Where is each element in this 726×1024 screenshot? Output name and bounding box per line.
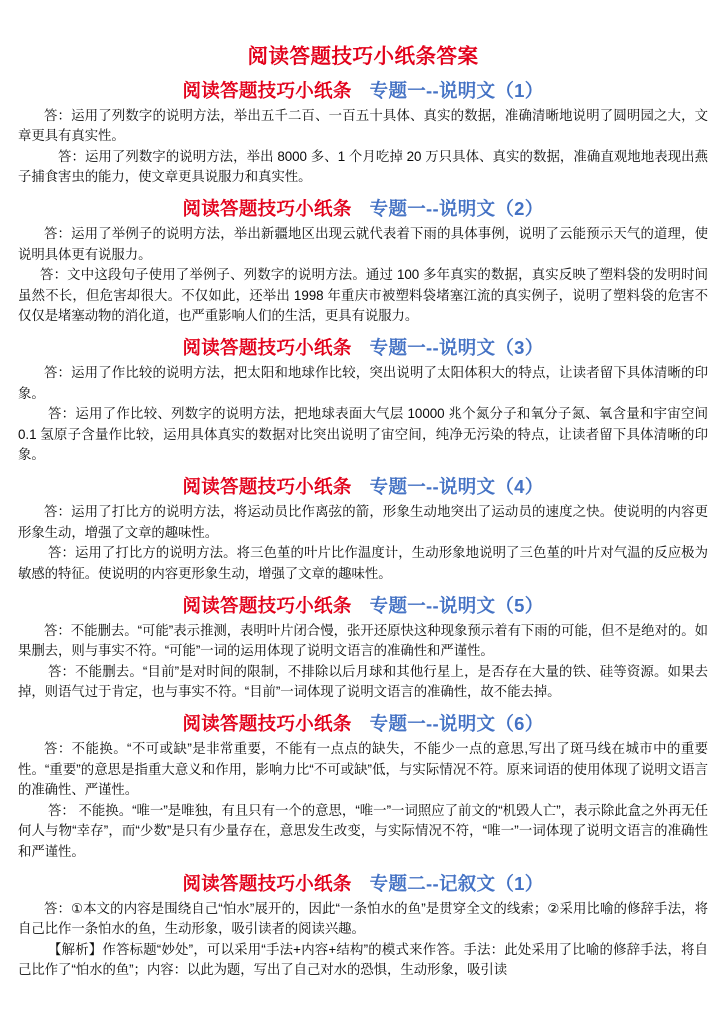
section-shuomingwen-5	[18, 594, 708, 703]
answer-paragraph: 答： 不能换。“唯一”是唯独，有且只有一个的意思，“唯一”一词照应了前文的“机毁人亡”，表示除此盒之外再无任何人与物“幸存”，而“少数”是只有少量存在，意思发生改变，与实际情况不符，“唯一”一词体现了说明文语言的准确性和严谨性。	[18, 802, 708, 859]
section-heading-red: 阅读答题技巧小纸条	[182, 476, 352, 498]
answer-paragraph: 【解析】作答标题“妙处”，可以采用“手法+内容+结构”的模式来作答。手法：此处采用了比喻的修辞手法，将自己比作了“怕水的鱼”；内容：以此为题，写出了自己对水的恐惧，生动形象，吸引读	[18, 941, 708, 978]
section-heading-red: 阅读答题技巧小纸条	[182, 337, 352, 359]
section-heading	[18, 336, 708, 360]
section-heading-blue: 专题一--说明文（2）	[369, 198, 544, 220]
section-heading-blue: 专题一--说明文（3）	[369, 337, 544, 359]
section-heading-red: 阅读答题技巧小纸条	[182, 594, 352, 616]
section-heading-blue: 专题一--说明文（1）	[369, 79, 544, 101]
section-shuomingwen-3	[18, 336, 708, 466]
section-heading	[18, 712, 708, 736]
answer-paragraph: 答：不能删去。“目前”是对时间的限制，不排除以后月球和其他行星上，是否存在大量的铁、硅等资源。如果去掉，则语气过于肯定，也与事实不符。“目前”一词体现了说明文语言的准确性，故不能去掉。	[18, 663, 708, 700]
answer-paragraph: 答：运用了列数字的说明方法，举出五千二百、一百五十具体、真实的数据，准确清晰地说明了圆明园之大，文章更具有真实性。	[18, 107, 708, 144]
section-jixuwen-1	[18, 872, 708, 981]
section-shuomingwen-2	[18, 197, 708, 327]
section-heading	[18, 475, 708, 499]
section-heading-blue: 专题一--说明文（6）	[369, 712, 544, 734]
section-shuomingwen-1	[18, 79, 708, 188]
section-heading-red: 阅读答题技巧小纸条	[182, 79, 352, 101]
answer-paragraph: 答：不能换。“不可或缺”是非常重要，不能有一点点的缺失，不能少一点的意思,写出了斑马线在城市中的重要性。“重要”的意思是指重大意义和作用，影响力比“不可或缺”低，与实际情况不符。原来词语的使用体现了说明文语言的准确性、严谨性。	[18, 740, 708, 798]
answer-paragraph: 答：运用了作比较、列数字的说明方法，把地球表面大气层 10000 兆个氮分子和氧分子氮、氧含量和宇宙空间 0.1 氢原子含量作比较，运用具体真实的数据对比突出说明了宙空间，纯净无污染的特点，让读者留下具体清晰的印象。	[18, 406, 708, 463]
section-heading-red: 阅读答题技巧小纸条	[182, 872, 352, 894]
section-shuomingwen-6	[18, 712, 708, 863]
section-heading	[18, 197, 708, 221]
answer-paragraph: 答：不能删去。“可能”表示推测，表明叶片闭合慢，张开还原快这种现象预示着有下雨的可能，但不是绝对的。如果删去，则与事实不符。“可能”一词的运用体现了说明文语言的准确性和严谨性。	[18, 622, 708, 659]
section-shuomingwen-4	[18, 475, 708, 584]
section-heading-red: 阅读答题技巧小纸条	[182, 198, 352, 220]
section-heading-blue: 专题一--说明文（4）	[369, 476, 544, 498]
section-heading	[18, 872, 708, 896]
page-title: 阅读答题技巧小纸条答案	[247, 45, 479, 68]
answer-paragraph: 答：运用了作比较的说明方法，把太阳和地球作比较，突出说明了太阳体积大的特点，让读者留下具体清晰的印象。	[18, 365, 708, 401]
answer-paragraph: 答：运用了打比方的说明方法。将三色堇的叶片比作温度计，生动形象地说明了三色堇的叶片对气温的反应极为敏感的特征。使说明的内容更形象生动，增强了文章的趣味性。	[18, 545, 708, 581]
answer-paragraph: 答：文中这段句子使用了举例子、列数字的说明方法。通过 100 多年真实的数据，真实反映了塑料袋的发明时间虽然不长，但危害却很大。不仅如此，还举出 1998 年重庆市被塑料袋堵塞江流的真实例子，说明了塑料袋的危害不仅仅是堵塞动物的消化道，也严重影响人们的生活，更具有说服力。	[18, 267, 708, 324]
section-heading-blue: 专题一--说明文（5）	[369, 594, 544, 616]
section-heading	[18, 594, 708, 618]
answer-paragraph: 答：运用了列数字的说明方法，举出 8000 多、1 个月吃掉 20 万只具体、真实的数据，准确直观地地表现出燕子捕食害虫的能力，使文章更具说服力和真实性。	[18, 148, 708, 185]
answer-paragraph: 答：运用了打比方的说明方法，将运动员比作离弦的箭，形象生动地突出了运动员的速度之快。使说明的内容更形象生动，增强了文章的趣味性。	[18, 504, 708, 540]
section-heading-blue: 专题二--记叙文（1）	[369, 872, 544, 894]
answer-paragraph: 答：①本文的内容是围绕自己“怕水”展开的，因此“一条怕水的鱼”是贯穿全文的线索；②采用比喻的修辞手法，将自己比作一条怕水的鱼，生动形象，吸引读者的阅读兴趣。	[18, 900, 708, 937]
section-heading	[18, 79, 708, 103]
section-heading-red: 阅读答题技巧小纸条	[182, 712, 352, 734]
answer-paragraph: 答：运用了举例子的说明方法，举出新疆地区出现云就代表着下雨的具体事例，说明了云能预示天气的道理，使说明具体更有说服力。	[18, 226, 708, 262]
